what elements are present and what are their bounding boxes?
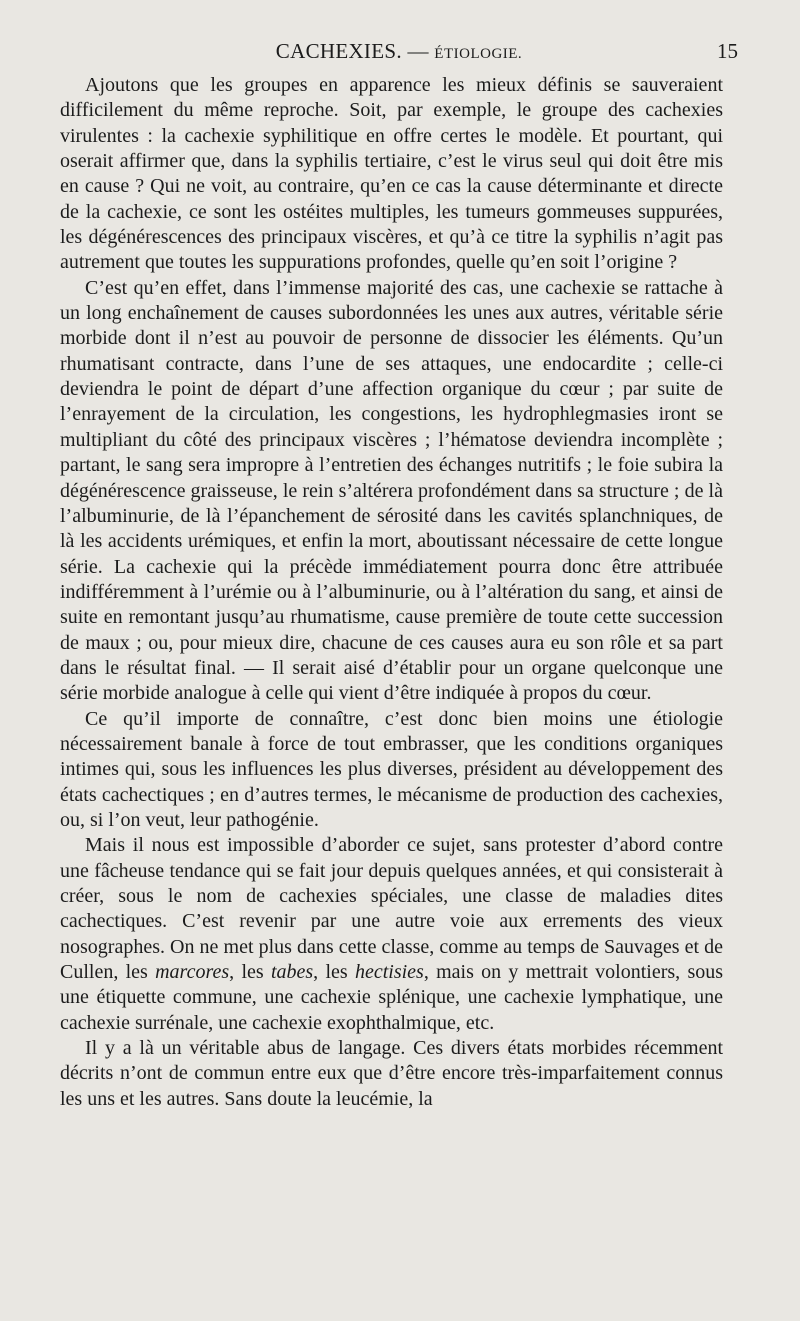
paragraph-4-part-3: , les (313, 961, 355, 984)
running-header (60, 36, 738, 66)
term-tabes: tabes (270, 961, 314, 984)
paragraph-1: Ajoutons que les groupes en apparence les mieux définis se sauveraient difficilement du même reproche. Soit, par exemple, le groupe des cachexies virulentes : la cachexie syphilitique en offre certes le modèle. Et pourtant, qui oserait affirmer que, dans la syphilis tertiaire, c’est le virus seul qui doit être mis en cause ? Qui ne voit, au contraire, qu’en ce cas la cause déterminante et directe de la cachexie, ce sont les ostéites multiples, les tumeurs gommeuses suppurées, les dégénérescences des principaux viscères, et qu’à ce titre la syphilis n’agit pas autrement que toutes les suppurations profondes, quelle qu’en soit l’origine ? (60, 74, 723, 274)
page-number: 15 (717, 39, 738, 63)
body-text (60, 73, 723, 1112)
paragraph-2: C’est qu’en effet, dans l’immense majorité des cas, une cachexie se rattache à un long enchaînement de causes subordonnées les unes aux autres, véritable série morbide dont il n’est au pouvoir de personne de dissocier les éléments. Qu’un rhumatisant contracte, dans l’une de ses attaques, une endocardite ; celle-ci deviendra le point de départ d’une affection organique du cœur ; par suite de l’enrayement de la circulation, les congestions, les hydrophlegmasies iront se multipliant du côté des principaux viscères ; l’hématose deviendra incomplète ; partant, le sang sera impropre à l’entretien des échanges nutritifs ; le foie subira la dégénérescence graisseuse, le rein s’altérera profondément dans sa structure ; de là l’albuminurie, de là l’épanchement de sérosité dans les cavités splanchniques, de là les accidents urémiques, et enfin la mort, aboutissant nécessaire de cette longue série. La cachexie qui la précède immédiatement pourra donc être attribuée indifféremment à l’urémie ou à l’albuminurie, ou à l’altération du sang, et ainsi de suite en remontant jusqu’au rhumatisme, cause première de toute cette succession de maux ; ou, pour mieux dire, chacune de ces causes aura eu son rôle et sa part dans le résultat final. — Il serait aisé d’établir pour un organe quelconque une série morbide analogue à celle qui vient d’être indiquée à propos du cœur. (60, 276, 723, 705)
paragraph-4 (60, 833, 723, 1036)
term-hectisies: hectisies (354, 961, 424, 984)
running-title (60, 36, 738, 69)
header-title: CACHEXIES. (275, 39, 402, 63)
paragraph-4-part-4: , mais on y mettrait volontiers, sous une étiquette commune, une cachexie splénique, une cachexie lymphatique, une cachexie surrénale, une cachexie exophthalmique, etc. (60, 961, 724, 1034)
header-subtitle: ÉTIOLOGIE. (434, 46, 523, 62)
paragraph-5: Il y a là un véritable abus de langage. Ces divers états morbides récemment décrits n’ont de commun entre eux que d’être encore très-imparfaitement connus les uns et les autres. Sans doute la leucémie, la (60, 1037, 723, 1110)
paragraph-3: Ce qu’il importe de connaître, c’est donc bien moins une étiologie nécessairement banale à force de tout embrasser, que les conditions organiques intimes qui, sous les influences les plus diverses, président au développement des états cachectiques ; en d’autres termes, le mécanisme de production des cachexies, ou, si l’on veut, leur pathogénie. (60, 707, 723, 831)
paragraph-4-part-2: , les (229, 961, 271, 984)
paragraph-4-part-1: Mais il nous est impossible d’aborder ce sujet, sans protester d’abord contre une fâcheuse tendance qui se fait jour depuis quelques années, et qui consisterait à créer, sous le nom de cachexies spéciales, une classe de maladies dites cachectiques. C’est revenir par une autre voie aux errements des vieux nosographes. On ne met plus dans cette classe, comme au temps de Sauvages et de Cullen, les (60, 834, 723, 984)
header-separator: — (401, 39, 435, 63)
term-marcores: marcores (155, 961, 230, 984)
